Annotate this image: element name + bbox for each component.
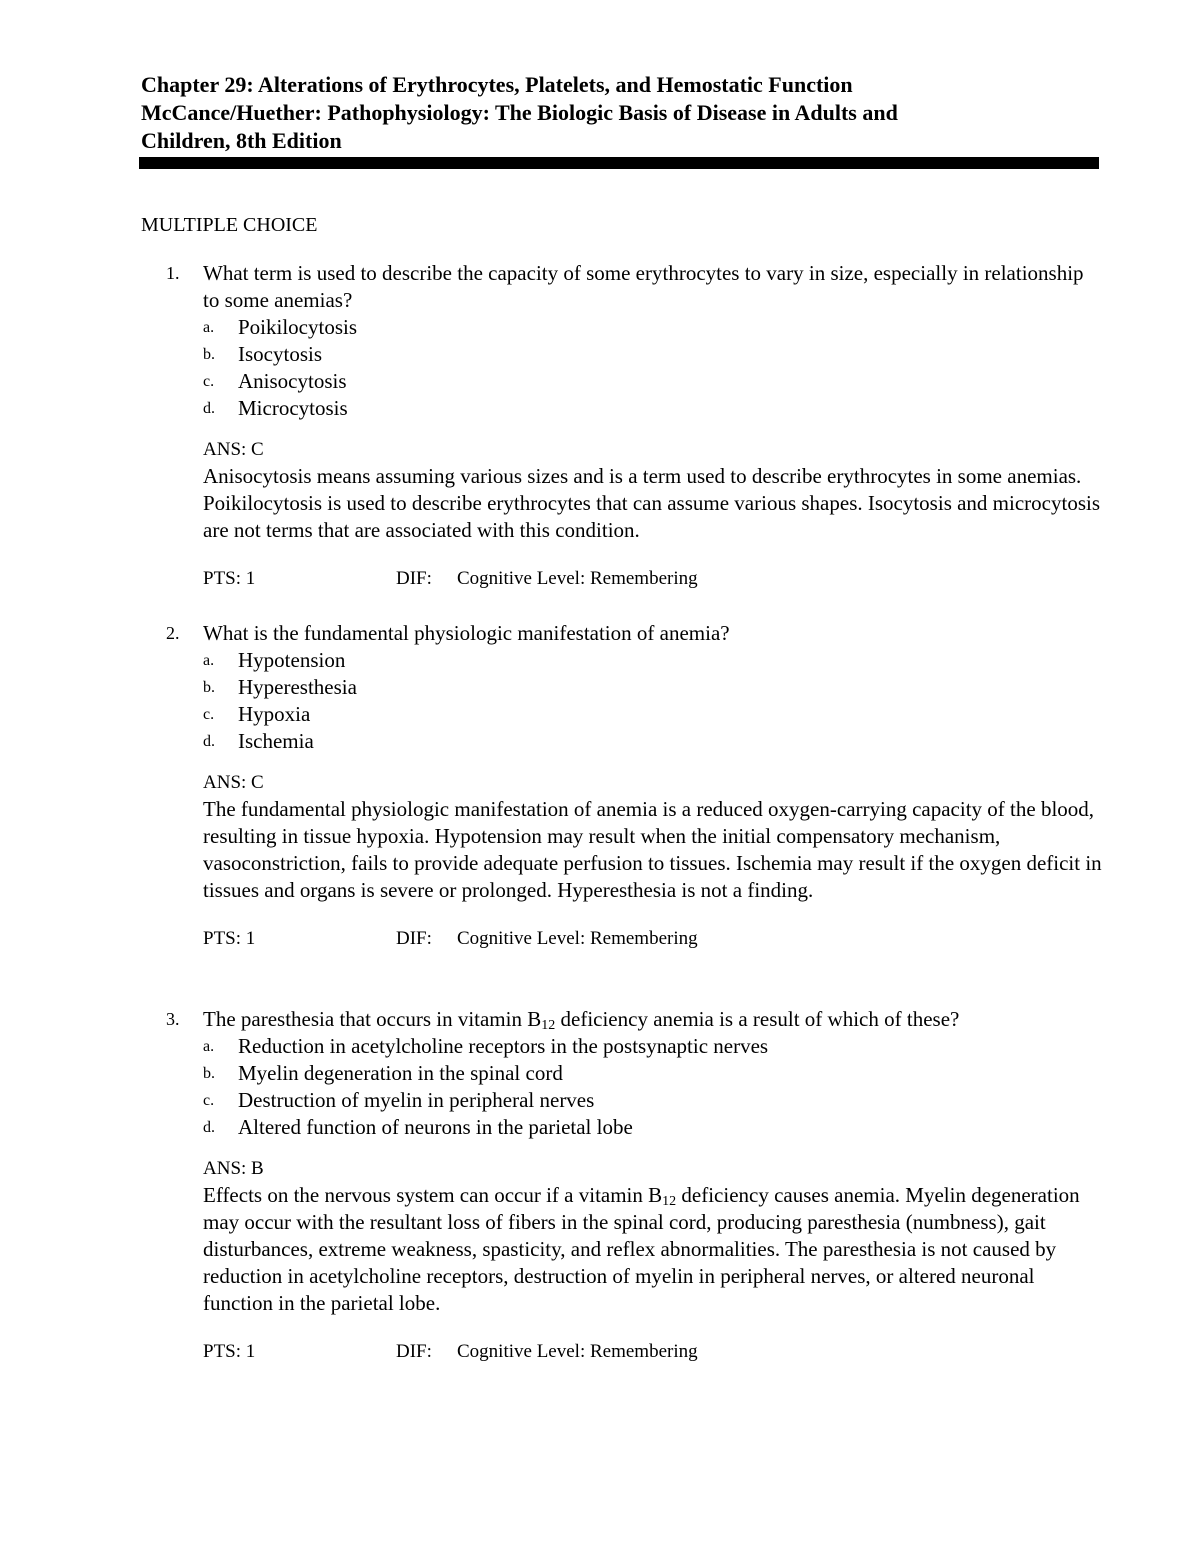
choice-b [203,1060,1101,1087]
book-title-line-2: Children, 8th Edition [141,128,342,153]
choice-b [203,341,1101,368]
subscript: 12 [662,1194,677,1209]
choice-letter: d. [203,733,215,750]
question-text: What term is used to describe the capacity of some erythrocytes to vary in size, especially in relationship to some anemias? [203,261,1084,312]
difficulty-label: DIF: [396,928,432,949]
question-text [203,1006,1101,1033]
choice-text: Hypoxia [238,702,311,726]
choice-a [203,647,1101,674]
rationale-part: deficiency causes anemia. Myelin degeneration may occur with the resultant loss of fibers in the spinal cord, producing paresthesia (numbness), gait disturbances, extreme weakness, spasticity, and reflex abnormalities. The paresthesia is not caused by reduction in acetylcholine receptors, destruction of myelin in peripheral nerves, or altered neuronal function in the parietal lobe. [203,1183,1080,1315]
choice-letter: c. [203,1092,215,1109]
choice-letter: a. [203,319,215,336]
difficulty-label: DIF: [396,568,432,589]
choice-a [203,314,1101,341]
cognitive-level: Cognitive Level: Remembering [457,1341,698,1362]
question-text-part: deficiency anemia is a result of which of these? [555,1007,960,1031]
choice-text: Hypotension [238,648,346,672]
question-number: 3. [166,1009,180,1029]
choice-letter: c. [203,373,215,390]
choice-letter: b. [203,1065,215,1082]
rationale [203,1182,1103,1317]
rationale: The fundamental physiologic manifestation of anemia is a reduced oxygen-carrying capacity of the blood, resulting in tissue hypoxia. Hypotension may result when the initial compensatory mechanism, vasoconstriction, fails to provide adequate perfusion to tissues. Ischemia may result if the oxygen deficit in tissues and organs is severe or prolonged. Hyperesthesia is not a finding. [203,797,1102,902]
question-meta [203,1338,1101,1365]
points: PTS: 1 [203,928,256,949]
question-2 [141,620,1101,952]
document-header [141,71,1041,155]
choice-text: Isocytosis [238,342,322,366]
rationale-part: Effects on the nervous system can occur if a vitamin B [203,1183,663,1207]
choice-text: Destruction of myelin in peripheral nerves [238,1088,595,1112]
choice-d [203,1114,1101,1141]
cognitive-level: Cognitive Level: Remembering [457,568,698,589]
answer-key: ANS: C [203,439,264,460]
question-number: 1. [166,263,180,283]
choice-d [203,728,1101,755]
choice-letter: c. [203,706,215,723]
choice-text: Altered function of neurons in the parietal lobe [238,1115,633,1139]
subscript: 12 [541,1018,556,1033]
choice-list [141,1033,1101,1141]
choice-text: Anisocytosis [238,369,347,393]
choice-text: Hyperesthesia [238,675,357,699]
choice-d [203,395,1101,422]
choice-letter: d. [203,400,215,417]
choice-letter: b. [203,346,215,363]
choice-list [141,314,1101,422]
choice-text: Ischemia [238,729,314,753]
question-meta [203,925,1101,952]
choice-text: Poikilocytosis [238,315,358,339]
difficulty-label: DIF: [396,1341,432,1362]
question-text: What is the fundamental physiologic manifestation of anemia? [203,621,730,645]
choice-text: Myelin degeneration in the spinal cord [238,1061,563,1085]
choice-list [141,647,1101,755]
question-meta [203,565,1101,592]
choice-text: Microcytosis [238,396,348,420]
choice-b [203,674,1101,701]
chapter-title: Chapter 29: Alterations of Erythrocytes, Platelets, and Hemostatic Function [141,72,853,97]
question-3 [141,1006,1101,1365]
points: PTS: 1 [203,568,256,589]
choice-text: Reduction in acetylcholine receptors in the postsynaptic nerves [238,1034,769,1058]
question-number: 2. [166,623,180,643]
header-divider [139,157,1099,169]
answer-key: ANS: C [203,772,264,793]
choice-letter: a. [203,1038,215,1055]
choice-letter: b. [203,679,215,696]
choice-a [203,1033,1101,1060]
choice-c [203,368,1101,395]
answer-key: ANS: B [203,1158,264,1179]
question-text-part: The paresthesia that occurs in vitamin B [203,1007,542,1031]
cognitive-level: Cognitive Level: Remembering [457,928,698,949]
choice-c [203,701,1101,728]
choice-letter: d. [203,1119,215,1136]
points: PTS: 1 [203,1341,256,1362]
question-1 [141,260,1101,592]
rationale: Anisocytosis means assuming various sizes and is a term used to describe erythrocytes in some anemias. Poikilocytosis is used to describe erythrocytes that can assume various shapes. Isocytosis and microcytosis are not terms that are associated with this condition. [203,464,1101,542]
section-title: MULTIPLE CHOICE [141,214,318,236]
choice-letter: a. [203,652,215,669]
choice-c [203,1087,1101,1114]
book-title-line-1: McCance/Huether: Pathophysiology: The Biologic Basis of Disease in Adults and [141,100,898,125]
